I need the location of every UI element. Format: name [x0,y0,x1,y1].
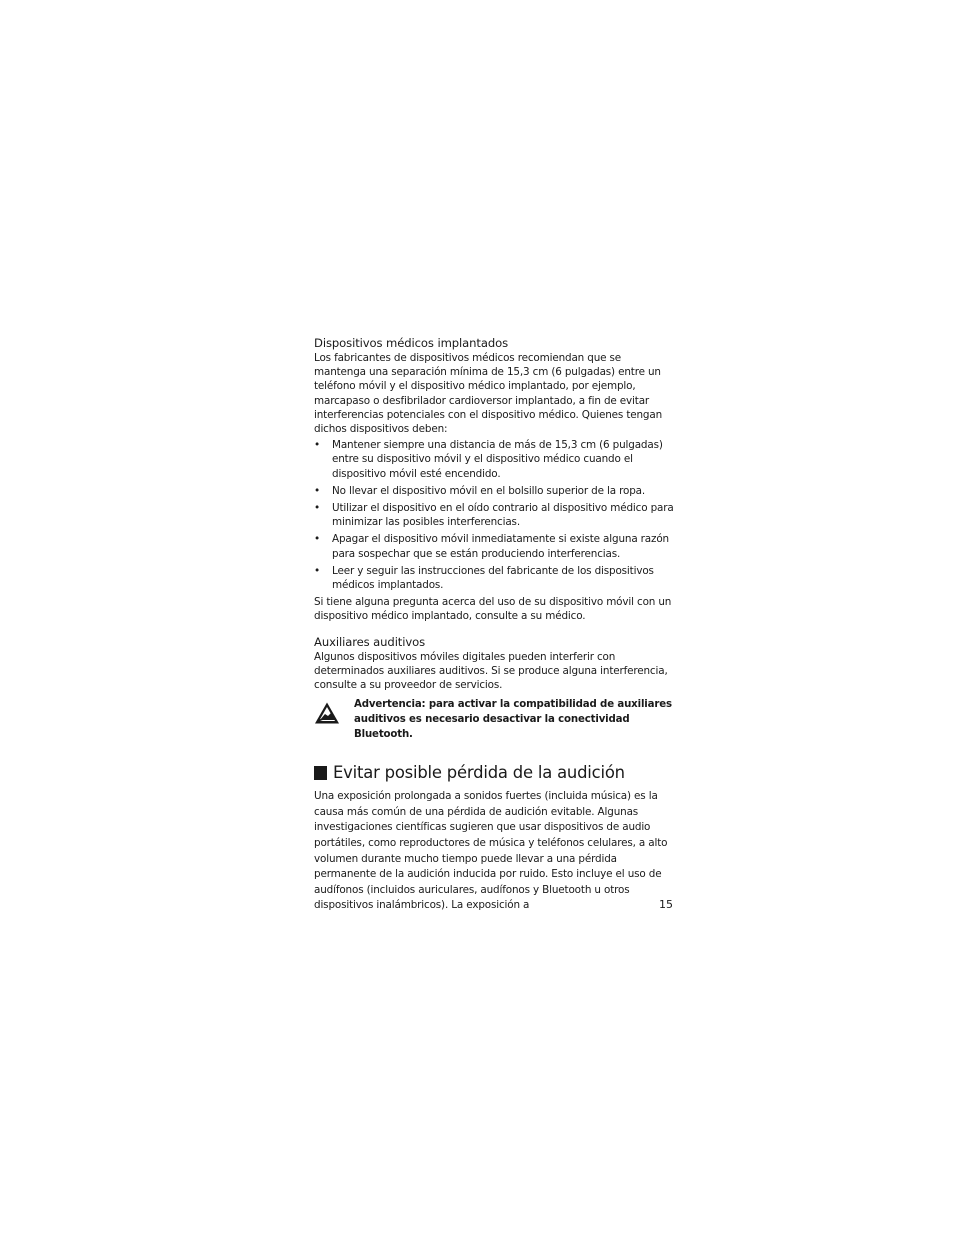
list-item-text: Mantener siempre una distancia de más de 15,3 cm (6 pulgadas) entre su dispositivo móvil y el dispositivo médico cuando el dispositivo móvil esté encendido. [332,439,663,480]
section-heading-hearing-aids: Auxiliares auditivos [314,634,426,649]
implanted-devices-closing: Si tiene alguna pregunta acerca del uso de su dispositivo móvil con un dispositivo médico implantado, consulte a su médico. [314,596,672,623]
hearing-aids-body: Algunos dispositivos móviles digitales pueden interferir con determinados auxiliares auditivos. Si se produce alguna interferencia, consulte a su proveedor de servicios. [314,650,668,692]
bullet-glyph: • [314,564,320,577]
list-item [314,532,676,560]
bullet-glyph: • [314,439,320,452]
hearing-loss-body: Una exposición prolongada a sonidos fuertes (incluida música) es la causa más común de una pérdida de audición evitable. Algunas investigaciones científicas sugieren que usar dispositivos de audio portátiles, como reproductores de música y teléfonos celulares, a alto volumen durante mucho tiempo puede llevar a una pérdida permanente de la audición inducida por ruido. Esto incluye el uso de audífonos (incluidos auriculares, audífonos y Bluetooth u otros dispositivos inalámbricos). La exposición a [314,790,668,912]
list-item [314,438,676,481]
warning-note [314,697,676,742]
heading-square-marker [314,766,327,780]
bullet-glyph: • [314,484,320,497]
warning-text: Advertencia: para activar la compatibilidad de auxiliares auditivos es necesario desactivar la conectividad Bluetooth. [354,699,672,741]
list-item [314,564,676,592]
page-content [314,335,676,914]
list-item-text: Apagar el dispositivo móvil inmediatamente si existe alguna razón para sospechar que se están produciendo interferencias. [332,533,669,560]
warning-triangle-icon [314,701,340,725]
section-heading-implanted-devices: Dispositivos médicos implantados [314,336,509,350]
hearing-loss-heading-text: Evitar posible pérdida de la audición [333,763,625,783]
list-item-text: Leer y seguir las instrucciones del fabricante de los dispositivos médicos implantados. [332,564,654,592]
bullet-glyph: • [314,502,320,515]
section-heading-hearing-loss [314,762,676,784]
page-number: 15 [659,898,673,911]
spacer [314,624,676,634]
implanted-devices-list [314,438,676,592]
list-item-text: Utilizar el dispositivo en el oído contrario al dispositivo médico para minimizar las posibles interferencias. [332,502,674,529]
implanted-devices-intro: Los fabricantes de dispositivos médicos recomiendan que se mantenga una separación mínima de 15,3 cm (6 pulgadas) entre un teléfono móvil y el dispositivo médico implantado, por ejemplo, marcapaso o desfibrilador cardioversor implantado, a fin de evitar interferencias potenciales con el dispositivo médico. Quienes tengan dichos dispositivos deben: [314,352,663,436]
bullet-glyph: • [314,533,320,546]
list-item [314,501,676,529]
list-item [314,484,676,498]
list-item-text: No llevar el dispositivo móvil en el bolsillo superior de la ropa. [332,484,646,497]
